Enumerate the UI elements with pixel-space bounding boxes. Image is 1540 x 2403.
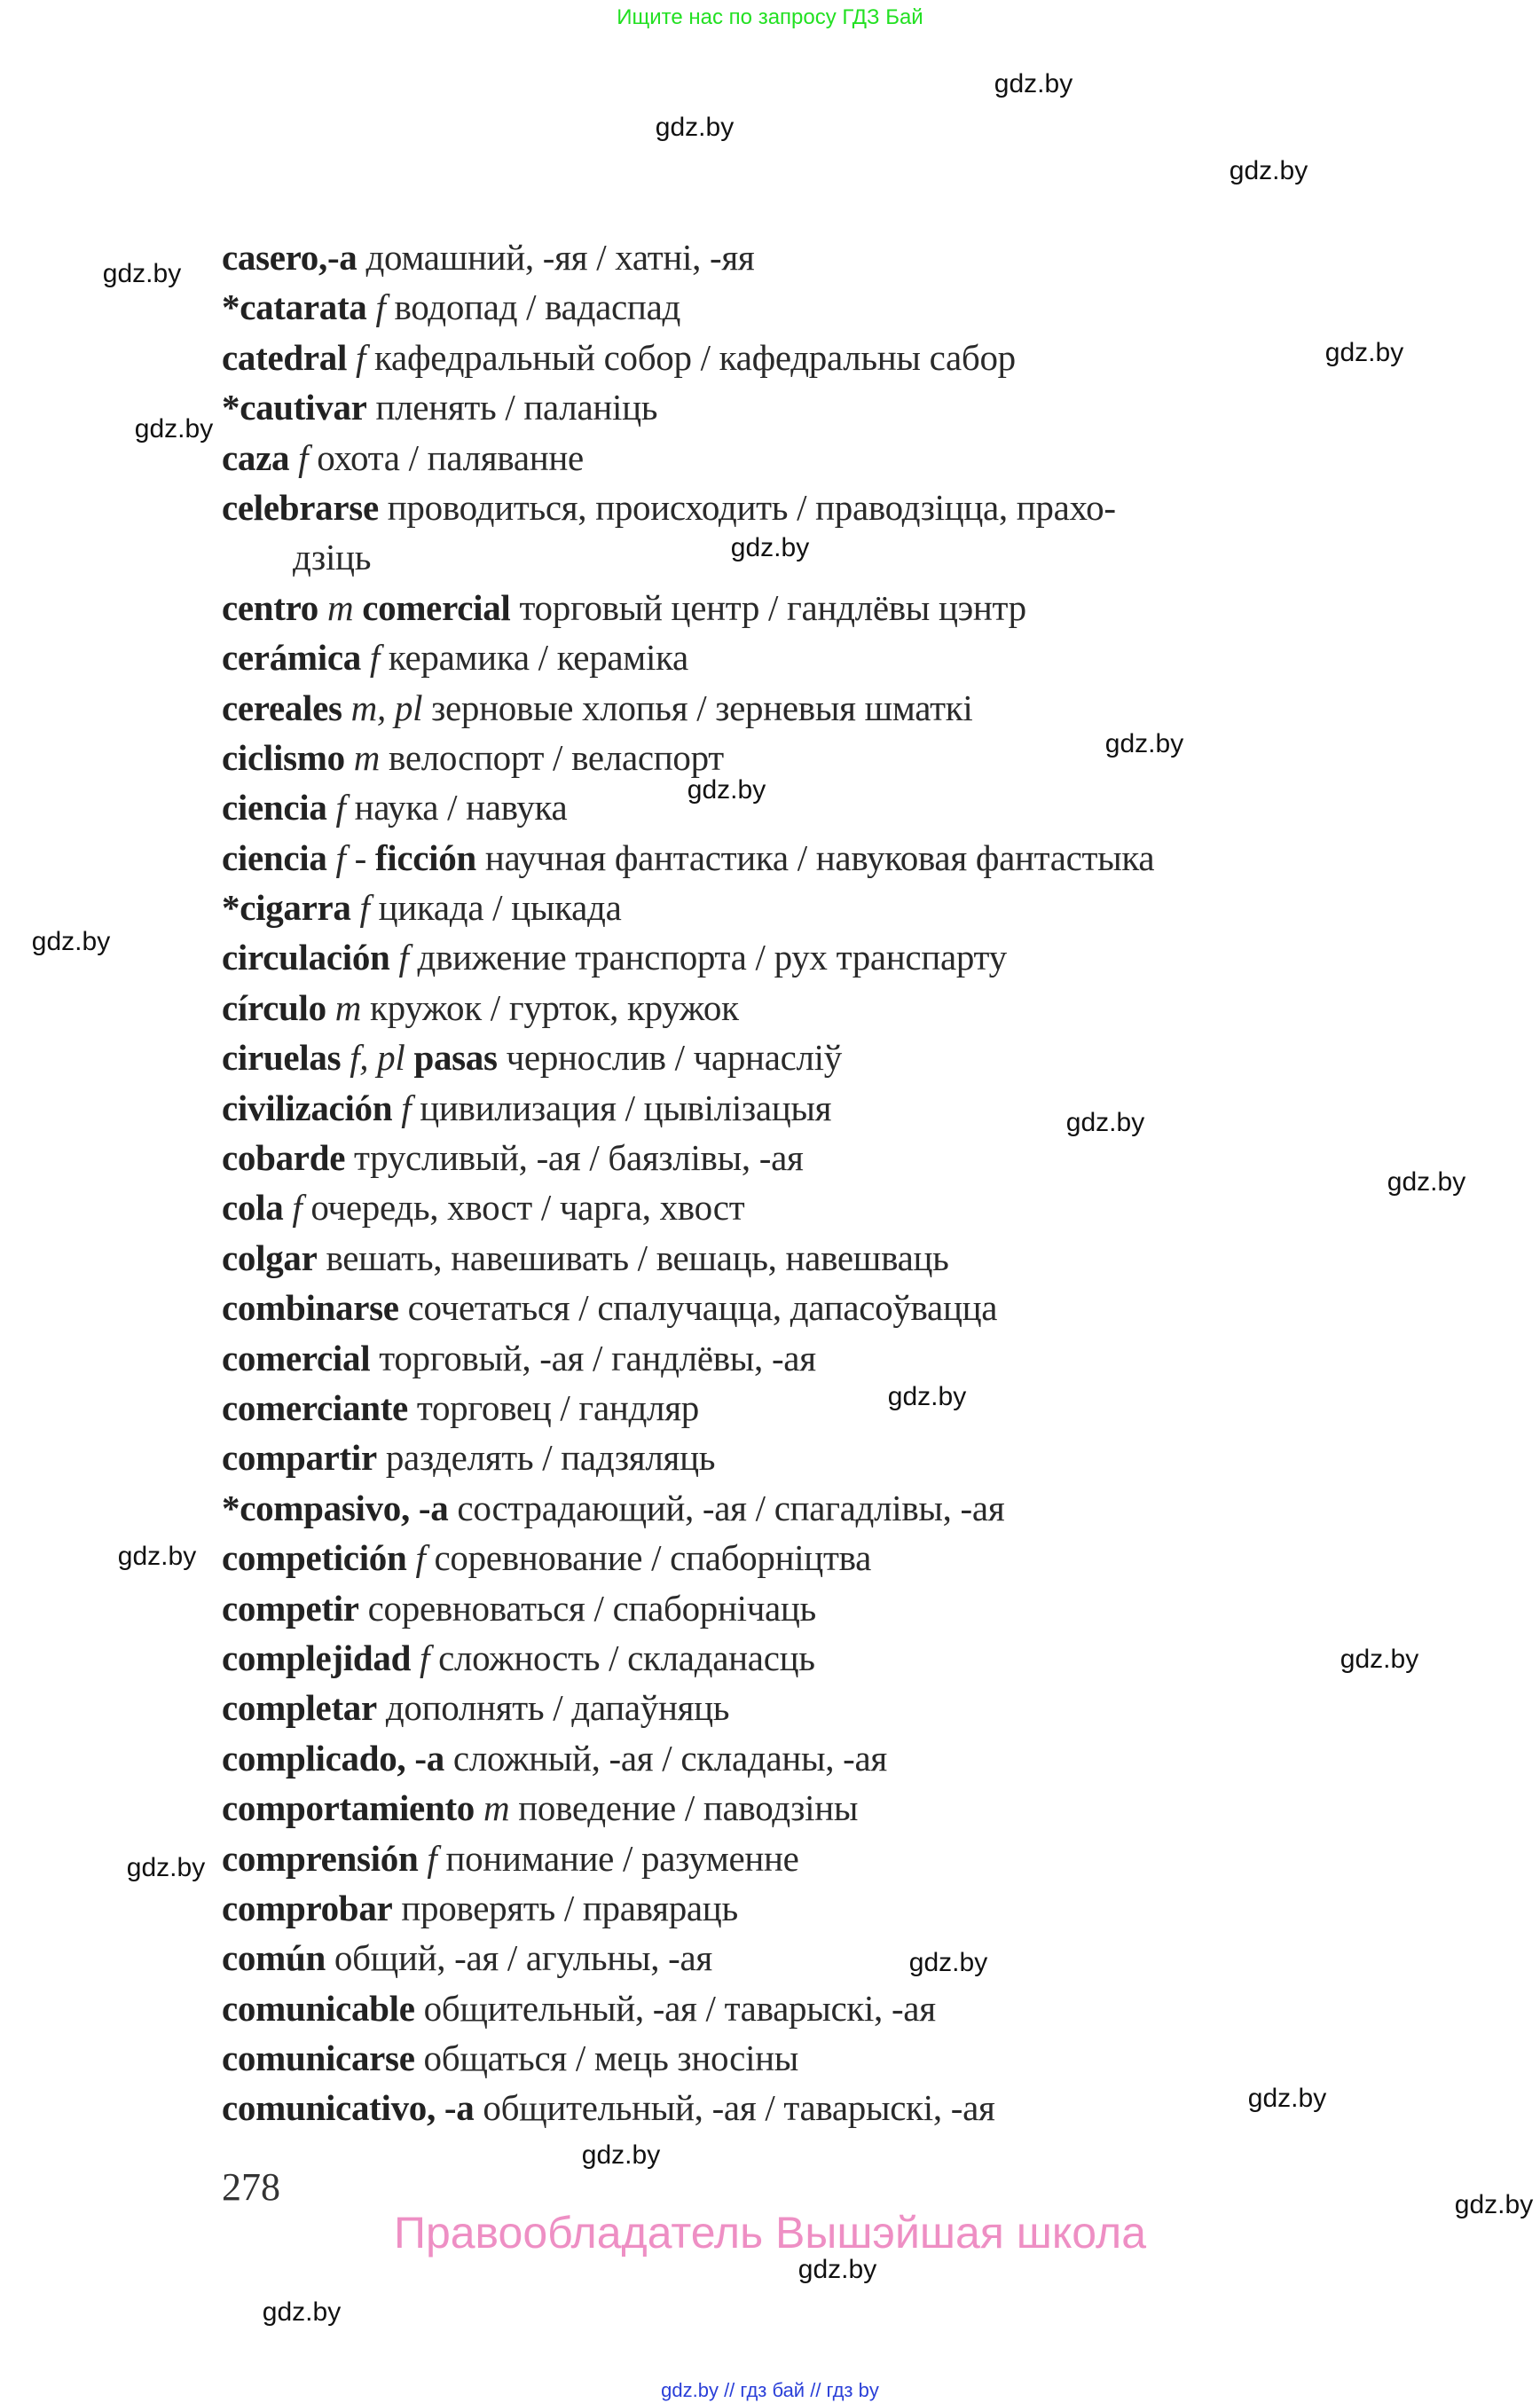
translation <box>326 987 335 1028</box>
translation <box>475 1787 483 1828</box>
translation: поведение / паводзіны <box>509 1787 859 1829</box>
watermark: gdz.by <box>1454 2190 1534 2219</box>
headword: complicado, -a <box>222 1737 444 1779</box>
footer-links[interactable]: gdz.by // гдз бай // гдз by <box>661 2379 879 2401</box>
headword: cobarde <box>222 1137 346 1179</box>
translation <box>353 587 362 628</box>
headword: *compasivo, -a <box>222 1487 449 1528</box>
headword: celebrarse <box>222 486 379 528</box>
watermark: gdz.by <box>798 2255 877 2284</box>
glossary-entry <box>222 1933 1154 1983</box>
translation <box>361 637 370 678</box>
headword: ciclismo <box>222 736 345 778</box>
translation <box>418 1838 427 1879</box>
translation <box>327 787 336 828</box>
watermark: gdz.by <box>887 1382 967 1411</box>
glossary-entry <box>222 1433 1154 1482</box>
translation: сострадающий, -ая / спагадлівы, -ая <box>448 1487 1005 1528</box>
grammar-label: f <box>292 1187 302 1229</box>
watermark: gdz.by <box>994 69 1073 98</box>
glossary-entry <box>222 1533 1154 1582</box>
grammar-label: f <box>356 336 366 378</box>
translation <box>327 837 336 878</box>
headword: comerciante <box>222 1386 408 1428</box>
grammar-label: f <box>398 937 409 978</box>
grammar-label: f <box>427 1837 437 1879</box>
translation: сложность / складанасць <box>429 1637 815 1678</box>
glossary-entry <box>222 1033 1154 1082</box>
headword: ciruelas <box>222 1037 342 1079</box>
grammar-label: f <box>369 637 380 679</box>
glossary-entry <box>222 1483 1154 1533</box>
grammar-label: f <box>335 787 346 828</box>
page-number: 278 <box>222 2165 280 2209</box>
translation: движение транспорта / рух транспарту <box>408 937 1007 978</box>
translation <box>318 587 327 628</box>
headword: competir <box>222 1587 359 1629</box>
translation <box>367 287 376 327</box>
translation <box>345 737 354 778</box>
grammar-label: f, pl <box>350 1037 405 1079</box>
headword: ciencia <box>222 836 327 878</box>
glossary-entry <box>222 1583 1154 1633</box>
grammar-label: m <box>483 1787 510 1829</box>
watermark: gdz.by <box>1104 729 1184 758</box>
translation: соревнование / спаборніцтва <box>425 1537 871 1579</box>
glossary-entry <box>222 1834 1154 1883</box>
search-hint-banner: Ищите нас по запросу ГДЗ Бай <box>617 5 923 29</box>
glossary-entry <box>222 382 1154 432</box>
translation: торговый, -ая / гандлёвы, -ая <box>370 1337 816 1378</box>
translation: торговец / гандляр <box>407 1386 699 1428</box>
watermark: gdz.by <box>134 414 214 444</box>
headword: comprobar <box>222 1887 393 1928</box>
translation <box>283 1187 292 1228</box>
headword: comunicable <box>222 1987 415 2029</box>
glossary-entry <box>222 1883 1154 1933</box>
grammar-label: m <box>334 986 362 1028</box>
translation <box>289 437 298 478</box>
translation: вешать, навешивать / вешаць, навешваць <box>317 1237 949 1278</box>
translation: общий, -ая / агульны, -ая <box>325 1937 712 1979</box>
headword: *cautivar <box>222 387 367 428</box>
translation: очередь, хвост / чарга, хвост <box>302 1187 745 1229</box>
headword: común <box>222 1937 326 1979</box>
translation <box>351 887 360 928</box>
headword: cerámica <box>222 637 361 679</box>
watermark: gdz.by <box>581 2140 661 2170</box>
grammar-label: f <box>420 1637 430 1678</box>
translation: цивилизация / цывілізацыя <box>411 1087 832 1128</box>
translation: - <box>345 836 375 878</box>
grammar-label: f <box>375 287 386 328</box>
glossary-entry <box>222 583 1154 632</box>
watermark: gdz.by <box>730 533 810 562</box>
grammar-label: f <box>335 836 346 878</box>
glossary-entry <box>222 1683 1154 1732</box>
glossary-entry <box>222 883 1154 932</box>
glossary-entry <box>222 1182 1154 1232</box>
headword: ciencia <box>222 787 327 828</box>
headword: colgar <box>222 1237 318 1278</box>
translation: общаться / мець зносіны <box>414 2038 799 2079</box>
translation: общительный, -ая / таварыскі, -ая <box>474 2087 995 2129</box>
glossary-entry <box>222 1333 1154 1383</box>
headword: compartir <box>222 1437 377 1479</box>
grammar-label: f <box>401 1087 412 1128</box>
headword: pasas <box>413 1037 498 1079</box>
translation <box>392 1088 401 1128</box>
watermark: gdz.by <box>1065 1108 1145 1137</box>
watermark: gdz.by <box>655 113 735 142</box>
glossary-entry <box>222 683 1154 733</box>
glossary-entry <box>222 1633 1154 1683</box>
grammar-label: m <box>353 736 381 778</box>
headword: cereales <box>222 687 342 728</box>
translation: дополнять / дапаўняць <box>376 1687 730 1729</box>
headword: comercial <box>362 586 511 628</box>
glossary-entry <box>222 433 1154 483</box>
translation: проводиться, происходить / праводзіцца, прахо- <box>378 486 1116 528</box>
rights-holder-notice: Правообладатель Вышэйшая школа <box>394 2208 1146 2258</box>
glossary-entry <box>222 232 1154 282</box>
glossary-entry <box>222 983 1154 1033</box>
glossary-entry <box>222 1233 1154 1283</box>
translation: кафедральный собор / кафедральны сабор <box>365 336 1016 378</box>
translation: цикада / цыкада <box>369 887 622 929</box>
glossary-entry <box>222 1283 1154 1332</box>
glossary-entry <box>222 532 1154 582</box>
glossary-entry <box>222 2083 1154 2132</box>
glossary-entry <box>222 1083 1154 1133</box>
headword: casero,-a <box>222 237 358 278</box>
translation <box>411 1637 420 1678</box>
headword: *cigarra <box>222 887 351 929</box>
watermark: gdz.by <box>1247 2084 1327 2113</box>
watermark: gdz.by <box>908 1948 988 1977</box>
translation: проверять / правяраць <box>392 1887 738 1928</box>
headword: *catarata <box>222 287 367 328</box>
headword: civilización <box>222 1087 393 1128</box>
grammar-label: m, pl <box>350 687 423 728</box>
glossary-entry <box>222 282 1154 332</box>
glossary-entry <box>222 1133 1154 1182</box>
translation: кружок / гурток, кружок <box>361 986 739 1028</box>
glossary-entry <box>222 1783 1154 1833</box>
glossary-entry <box>222 2033 1154 2083</box>
headword: círculo <box>222 986 326 1028</box>
grammar-label: f <box>359 887 370 929</box>
translation <box>405 1037 413 1078</box>
headword: complejidad <box>222 1637 412 1678</box>
watermark: gdz.by <box>1229 156 1308 185</box>
translation: дзіць <box>293 537 372 578</box>
headword: combinarse <box>222 1287 399 1329</box>
watermark: gdz.by <box>126 1853 206 1882</box>
translation: разделять / падзяляць <box>376 1437 716 1479</box>
translation: сочетаться / спалучацца, дапасоўвацца <box>398 1287 998 1329</box>
headword: comunicarse <box>222 2038 415 2079</box>
headword: circulación <box>222 937 390 978</box>
glossary-entry <box>222 483 1154 532</box>
headword: comprensión <box>222 1837 419 1879</box>
grammar-label: f <box>415 1537 426 1579</box>
watermark: gdz.by <box>102 259 182 288</box>
headword: comunicativo, -a <box>222 2087 475 2129</box>
watermark: gdz.by <box>262 2297 342 2327</box>
grammar-label: f <box>298 436 309 478</box>
translation: керамика / кераміка <box>379 637 688 679</box>
translation: пленять / паланіць <box>366 387 658 428</box>
headword: caza <box>222 436 290 478</box>
watermark: gdz.by <box>1340 1645 1419 1674</box>
watermark: gdz.by <box>1324 338 1404 367</box>
headword: centro <box>222 586 319 628</box>
watermark: gdz.by <box>687 775 766 805</box>
glossary-entry <box>222 1983 1154 2033</box>
glossary-entry <box>222 932 1154 982</box>
translation: водопад / вадаспад <box>385 287 681 328</box>
headword: comercial <box>222 1337 371 1378</box>
glossary-entry <box>222 1383 1154 1433</box>
translation <box>390 937 399 978</box>
watermark: gdz.by <box>117 1542 197 1571</box>
glossary-entry <box>222 833 1154 883</box>
translation: охота / паляванне <box>308 436 584 478</box>
translation <box>347 337 356 378</box>
headword: ficción <box>374 836 476 878</box>
glossary-entries <box>222 232 1154 2133</box>
translation <box>407 1537 416 1578</box>
translation: общительный, -ая / таварыскі, -ая <box>414 1987 936 2029</box>
translation: зерновые хлопья / зерневыя шматкі <box>422 687 973 728</box>
glossary-entry <box>222 632 1154 682</box>
glossary-entry <box>222 1733 1154 1783</box>
watermark: gdz.by <box>31 927 111 956</box>
translation: соревноваться / спаборнічаць <box>358 1587 816 1629</box>
translation: наука / навука <box>345 787 568 828</box>
translation: сложный, -ая / складаны, -ая <box>444 1737 887 1779</box>
translation: понимание / разуменне <box>436 1837 799 1879</box>
headword: competición <box>222 1537 407 1579</box>
translation: научная фантастика / навуковая фантастыка <box>475 836 1155 878</box>
translation: велоспорт / веласпорт <box>380 736 724 778</box>
headword: completar <box>222 1687 377 1729</box>
translation: трусливый, -ая / баязлівы, -ая <box>345 1137 804 1179</box>
grammar-label: m <box>326 586 354 628</box>
headword: cola <box>222 1187 284 1229</box>
headword: catedral <box>222 336 348 378</box>
translation <box>342 687 351 728</box>
headword: comportamiento <box>222 1787 475 1829</box>
glossary-entry <box>222 333 1154 382</box>
translation: домашний, -яя / хатні, -яя <box>357 237 755 278</box>
watermark: gdz.by <box>1387 1167 1466 1197</box>
translation: торговый центр / гандлёвы цэнтр <box>510 586 1026 628</box>
translation: чернослив / чарнасліў <box>497 1037 842 1079</box>
translation <box>341 1037 350 1078</box>
